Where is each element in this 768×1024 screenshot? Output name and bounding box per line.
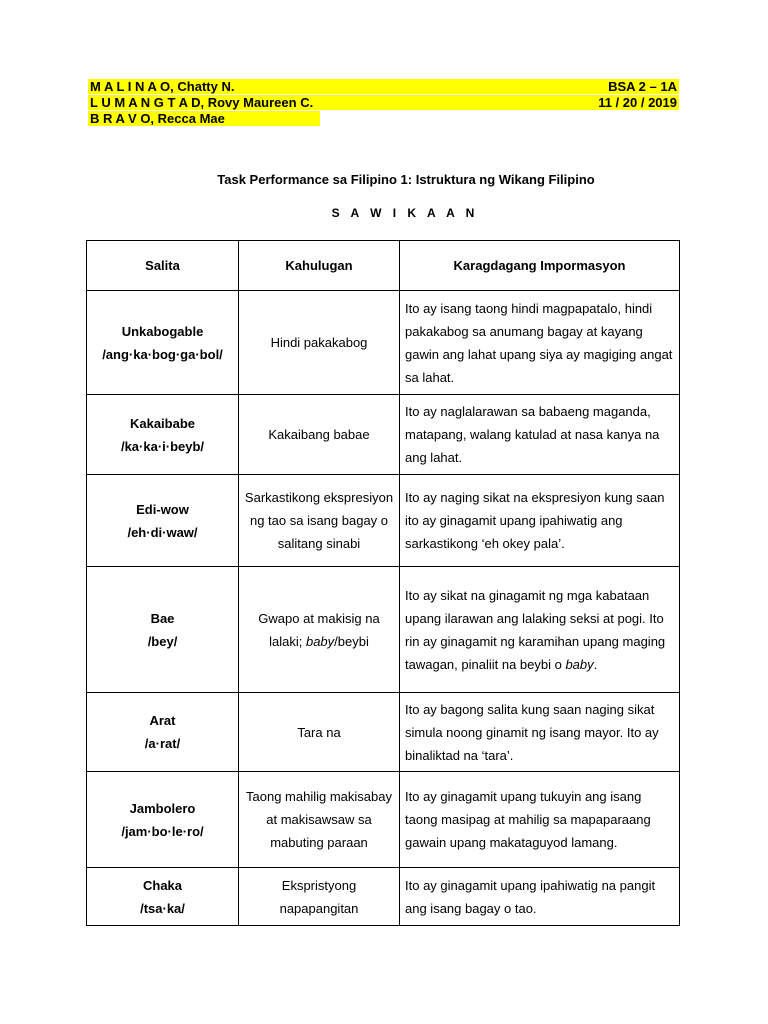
table-row <box>87 291 680 395</box>
column-header-kahulugan: Kahulugan <box>239 241 400 291</box>
header-row-3 <box>88 111 679 126</box>
word: Jambolero <box>129 800 196 816</box>
table-row <box>87 395 680 475</box>
column-header-impormasyon: Karagdagang Impormasyon <box>400 241 680 291</box>
info-italic-text: baby <box>565 656 594 672</box>
section-label: BSA 2 – 1A <box>608 79 677 94</box>
column-header-salita: Salita <box>87 241 239 291</box>
word: Chaka <box>142 877 183 893</box>
word-cell <box>87 693 239 772</box>
word-cell <box>87 475 239 567</box>
table-header-row <box>87 241 680 291</box>
author-name-1: M A L I N A O, Chatty N. <box>88 79 606 94</box>
table-row <box>87 475 680 567</box>
author-name-2: L U M A N G T A D, Rovy Maureen C. <box>88 95 596 110</box>
word: Kakaibabe <box>129 415 196 431</box>
info-cell: Ito ay isang taong hindi magpapatalo, hindi pakakabog sa anumang bagay at kayang gawin ang lahat upang siya ay magiging angat sa lahat. <box>400 291 680 395</box>
word-cell <box>87 395 239 475</box>
document-subtitle-text: S A W I K A A N <box>331 206 479 220</box>
document-title <box>0 172 768 187</box>
info-cell: Ito ay naging sikat na ekspresiyon kung saan ito ay ginagamit upang ipahiwatig ang sarkastikong ‘eh okey pala’. <box>400 475 680 567</box>
pronunciation: /eh·di·waw/ <box>127 524 198 540</box>
meaning-italic-text: baby <box>305 633 335 649</box>
meaning-cell <box>239 567 400 693</box>
author-name-3: B R A V O, Recca Mae <box>88 111 320 126</box>
table-row <box>87 693 680 772</box>
pronunciation: /ang·ka·bog·ga·bol/ <box>102 346 223 362</box>
word: Edi-wow <box>136 501 189 517</box>
pronunciation: /a·rat/ <box>144 736 181 751</box>
author-header <box>88 79 679 127</box>
info-text: Ito ay sikat na ginagamit ng mga kabataan upang ilarawan ang lalaking seksi at pogi. Ito rin ay ginagamit ng karamihan upang maging tawagan, pinaliit na beybi o <box>405 587 666 672</box>
word-cell <box>87 868 239 926</box>
word-cell <box>87 772 239 868</box>
date-label: 11 / 20 / 2019 <box>598 95 677 110</box>
meaning-cell: Ekspristyong napapangitan <box>239 868 400 926</box>
word-cell <box>87 567 239 693</box>
header-row-1 <box>88 79 679 94</box>
pronunciation: /bey/ <box>147 633 178 649</box>
table-row <box>87 567 680 693</box>
header-row-2 <box>88 95 679 110</box>
meaning-suffix-text: /beybi <box>334 633 369 649</box>
word: Unkabogable <box>121 323 204 339</box>
meaning-text: Gwapo at makisig na lalaki; <box>258 610 380 649</box>
word-cell <box>87 291 239 395</box>
info-cell: Ito ay ginagamit upang tukuyin ang isang taong masipag at mahilig sa mapaparaang gawain upang makataguyod lamang. <box>400 772 680 868</box>
meaning-cell: Tara na <box>239 693 400 772</box>
meaning-cell: Kakaibang babae <box>239 395 400 475</box>
meaning-cell: Sarkastikong ekspresiyon ng tao sa isang bagay o salitang sinabi <box>239 475 400 567</box>
info-cell: Ito ay naglalarawan sa babaeng maganda, matapang, walang katulad at nasa kanya na ang lahat. <box>400 395 680 475</box>
info-cell <box>400 567 680 693</box>
info-cell: Ito ay ginagamit upang ipahiwatig na pangit ang isang bagay o tao. <box>400 868 680 926</box>
info-cell: Ito ay bagong salita kung saan naging sikat simula noong ginamit ng isang mayor. Ito ay binaliktad na ‘tara’. <box>400 693 680 772</box>
sawikaan-table <box>86 240 680 926</box>
table-row <box>87 868 680 926</box>
meaning-cell: Taong mahilig makisabay at makisawsaw sa mabuting paraan <box>239 772 400 868</box>
pronunciation: /jam·bo·le·ro/ <box>121 823 204 839</box>
pronunciation: /ka·ka·i·beyb/ <box>120 438 205 454</box>
table-row <box>87 772 680 868</box>
meaning-cell: Hindi pakakabog <box>239 291 400 395</box>
pronunciation: /tsa·ka/ <box>140 900 185 916</box>
word: Bae <box>150 610 175 626</box>
document-title-text: Task Performance sa Filipino 1: Istruktura ng Wikang Filipino <box>217 172 595 187</box>
document-subtitle <box>0 206 768 220</box>
info-suffix-text: . <box>593 656 598 672</box>
word: Arat <box>149 713 176 728</box>
